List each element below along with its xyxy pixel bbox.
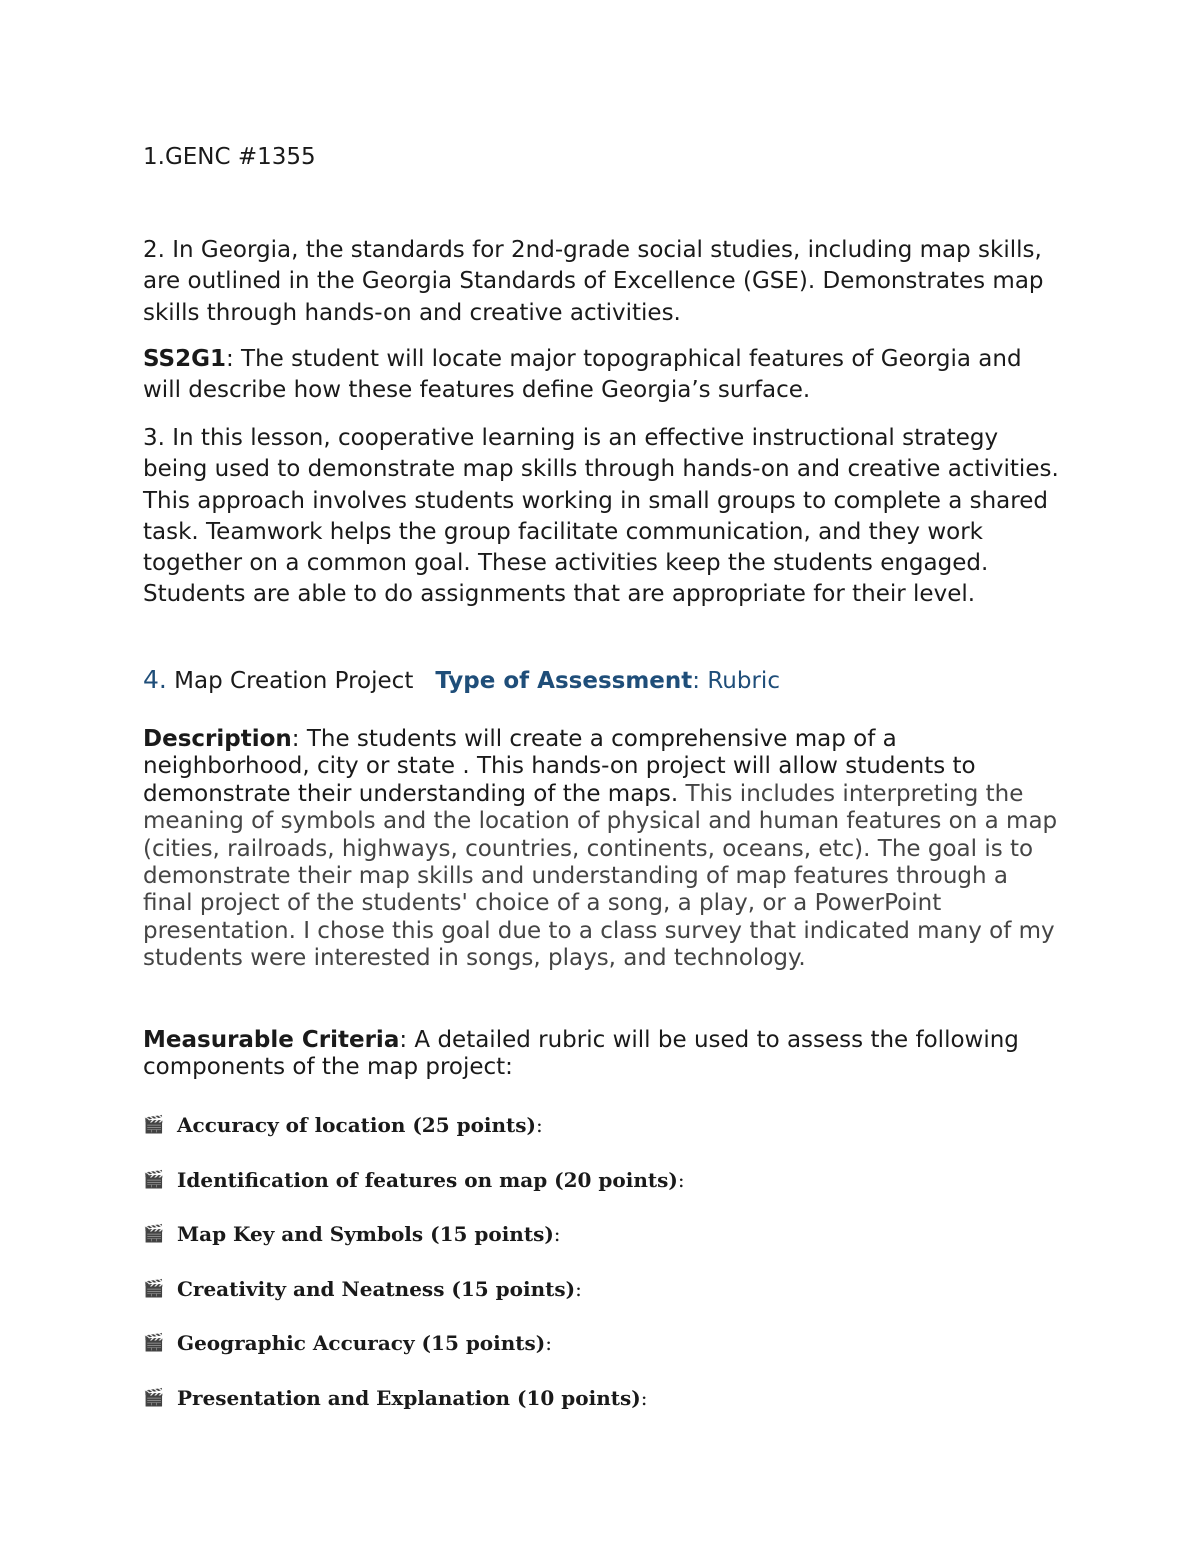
- description-text-secondary: This includes interpreting the meaning of symbols and the location of physical and human features on a map (cities, railroads, highways, countries, continents, oceans, etc). The goal is to demonstrate their map skills and understanding of map features through a final project of the students' choice of a song, a play, or a PowerPoint presentation. I chose this goal due to a class survey that indicated many of my students were interested in songs, plays, and technology.: [143, 780, 1058, 972]
- clapperboard-icon: 🎬: [143, 1387, 165, 1408]
- list-item: [143, 1326, 1063, 1381]
- description-paragraph: [143, 726, 1063, 973]
- criterion-suffix: :: [677, 1167, 685, 1192]
- criterion-label: Presentation and Explanation (10 points): [177, 1385, 641, 1410]
- list-item: [143, 1217, 1063, 1272]
- criterion-label: Creativity and Neatness (15 points): [177, 1276, 576, 1301]
- project-number: 4.: [143, 665, 167, 694]
- project-heading: [143, 664, 1063, 697]
- criterion-label: Identification of features on map (20 points): [177, 1167, 678, 1192]
- criterion-label: Accuracy of location (25 points): [177, 1113, 537, 1137]
- assessment-type-label: Type of Assessment: [435, 668, 693, 694]
- standards-paragraph: 2. In Georgia, the standards for 2nd-grade social studies, including map skills, are outlined in the Georgia Standards of Excellence (GSE). Demonstrates map skills through hands-on and creative activities.: [143, 237, 1044, 326]
- measurable-criteria-text: : A detailed rubric will be used to assess the following components of the map project:: [143, 1027, 1019, 1081]
- assessment-type-value: Rubric: [707, 668, 780, 694]
- description-text: : The students will create a comprehensive map of a neighborhood, city or state . This hands-on project will allow students to demonstrate their understanding of the maps.: [143, 726, 976, 807]
- list-item: [143, 1272, 1063, 1327]
- standard-code: SS2G1: [143, 346, 226, 372]
- clapperboard-icon: 🎬: [143, 1224, 165, 1245]
- list-item: [143, 1381, 1063, 1436]
- standard-ss2g1: [143, 344, 1063, 407]
- criterion-label: Geographic Accuracy (15 points): [177, 1331, 546, 1356]
- criterion-suffix: :: [640, 1385, 648, 1410]
- project-title: Map Creation Project: [166, 668, 414, 694]
- strategy-paragraph: 3. In this lesson, cooperative learning is an effective instructional strategy being used to demonstrate map skills through hands-on and creative activities. This approach involves students working in small groups to complete a shared task. Teamwork helps the group facilitate communication, and they work together on a common goal. These activities keep the students engaged. Students are able to do assignments that are appropriate for their level.: [143, 425, 1059, 608]
- list-item: [143, 1108, 1063, 1163]
- criterion-suffix: :: [536, 1113, 543, 1137]
- criterion-suffix: :: [545, 1331, 552, 1356]
- assessment-separator: :: [692, 668, 708, 694]
- description-label: Description: [143, 726, 292, 752]
- criterion-suffix: :: [575, 1276, 582, 1301]
- clapperboard-icon: 🎬: [143, 1169, 165, 1190]
- clapperboard-icon: 🎬: [143, 1115, 165, 1135]
- clapperboard-icon: 🎬: [143, 1278, 165, 1299]
- document-id-line: 1.GENC #1355: [143, 144, 316, 170]
- measurable-criteria-label: Measurable Criteria: [143, 1027, 400, 1053]
- criterion-suffix: :: [553, 1222, 561, 1247]
- list-item: [143, 1163, 1063, 1218]
- measurable-criteria-paragraph: [143, 1027, 1063, 1082]
- standard-text: : The student will locate major topographical features of Georgia and will describe how these features define Georgia’s surface.: [143, 346, 1022, 404]
- criteria-list: [143, 1108, 1063, 1436]
- clapperboard-icon: 🎬: [143, 1333, 165, 1354]
- criterion-label: Map Key and Symbols (15 points): [177, 1222, 554, 1247]
